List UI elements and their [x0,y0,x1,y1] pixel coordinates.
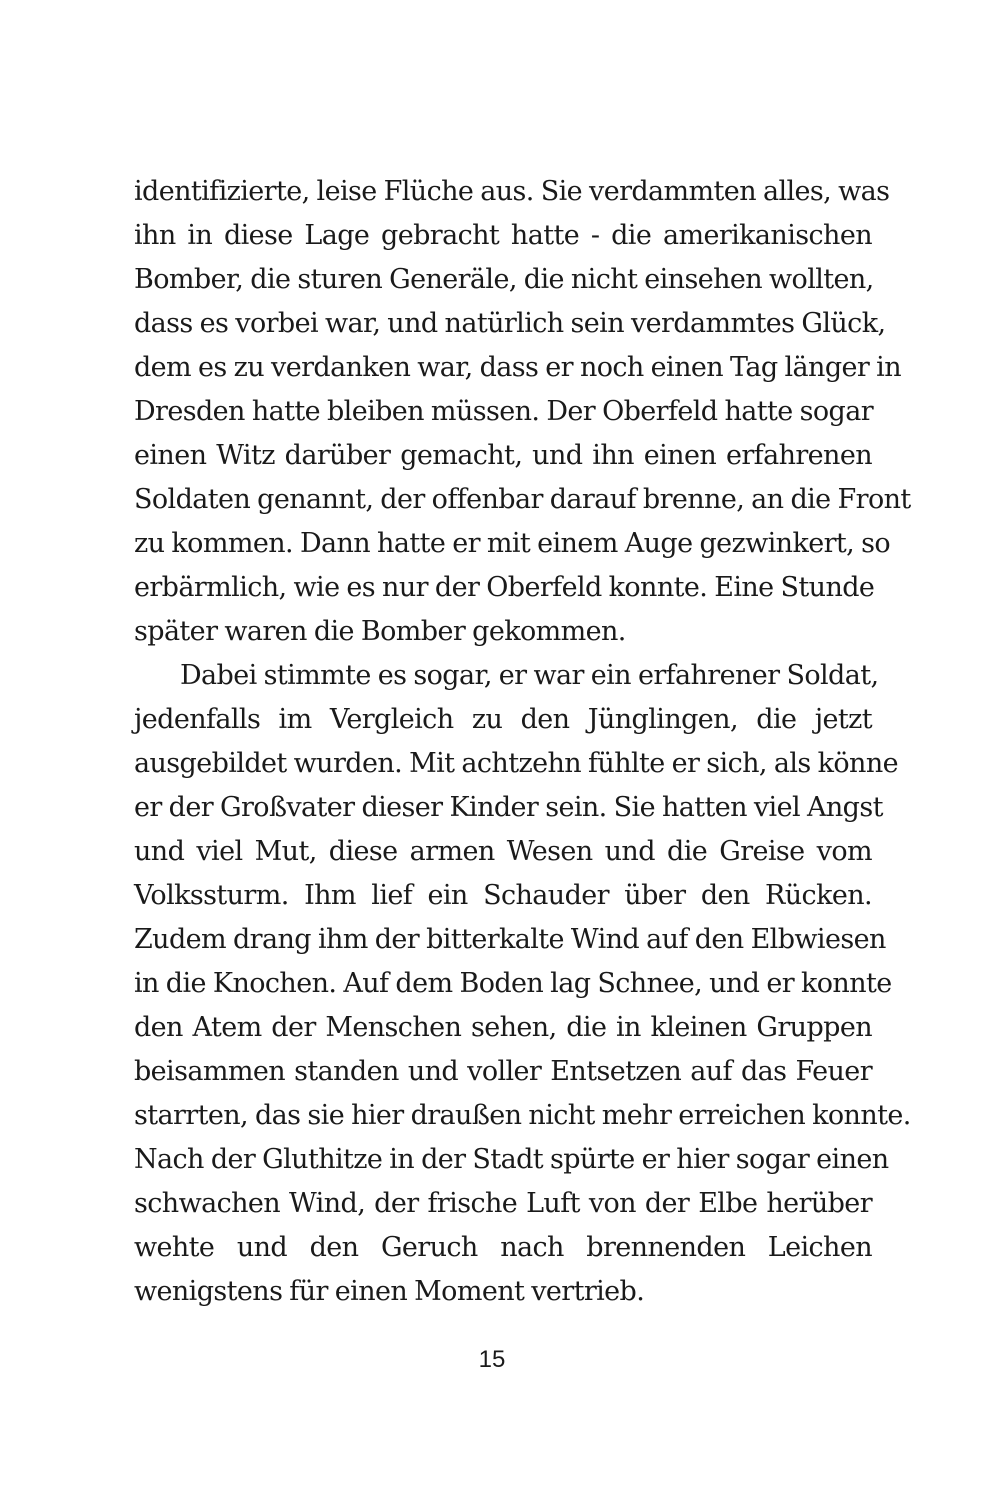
text-line: dem es zu verdanken war, dass er noch einen Tag länger in [134,352,902,383]
text-line: Dresden hatte bleiben müssen. Der Oberfeld hatte sogar [134,396,874,427]
text-line: Zudem drang ihm der bitterkalte Wind auf den Elbwiesen [134,924,886,955]
text-line: identifizierte, leise Flüche aus. Sie verdammten alles, was [134,176,890,207]
text-line: später waren die Bomber gekommen. [134,616,626,647]
text-line: erbärmlich, wie es nur der Oberfeld konnte. Eine Stunde [134,572,875,603]
text-line: ausgebildet wurden. Mit achtzehn fühlte er sich, als könne [134,748,899,779]
text-line: wehte und den Geruch nach brennenden Leichen [134,1232,872,1263]
text-line: zu kommen. Dann hatte er mit einem Auge gezwinkert, so [134,528,891,559]
text-line: Dabei stimmte es sogar, er war ein erfahrener Soldat, [180,660,879,691]
text-line: beisammen standen und voller Entsetzen auf das Feuer [134,1056,872,1087]
text-line: Soldaten genannt, der offenbar darauf brenne, an die Front [134,484,911,515]
page-number: 15 [478,1346,506,1373]
text-line: und viel Mut, diese armen Wesen und die Greise vom [134,836,872,867]
paragraph [134,170,911,654]
text-line: wenigstens für einen Moment vertrieb. [134,1276,645,1307]
body-text [134,170,911,1314]
text-line: jedenfalls im Vergleich zu den Jünglingen, die jetzt [134,704,872,735]
text-line: Bomber, die sturen Generäle, die nicht einsehen wollten, [134,264,874,295]
text-line: er der Großvater dieser Kinder sein. Sie hatten viel Angst [134,792,883,823]
text-line: den Atem der Menschen sehen, die in kleinen Gruppen [134,1012,872,1043]
text-line: in die Knochen. Auf dem Boden lag Schnee, und er konnte [134,968,892,999]
text-line: Volkssturm. Ihm lief ein Schauder über den Rücken. [134,880,872,911]
text-line: Nach der Gluthitze in der Stadt spürte er hier sogar einen [134,1144,889,1175]
paragraph [134,654,911,1314]
text-line: dass es vorbei war, und natürlich sein verdammtes Glück, [134,308,886,339]
text-line: schwachen Wind, der frische Luft von der Elbe herüber [134,1188,872,1219]
text-line: ihn in diese Lage gebracht hatte - die amerikanischen [134,220,872,251]
text-line: starrten, das sie hier draußen nicht mehr erreichen konnte. [134,1100,911,1131]
text-line: einen Witz darüber gemacht, und ihn einen erfahrenen [134,440,872,471]
